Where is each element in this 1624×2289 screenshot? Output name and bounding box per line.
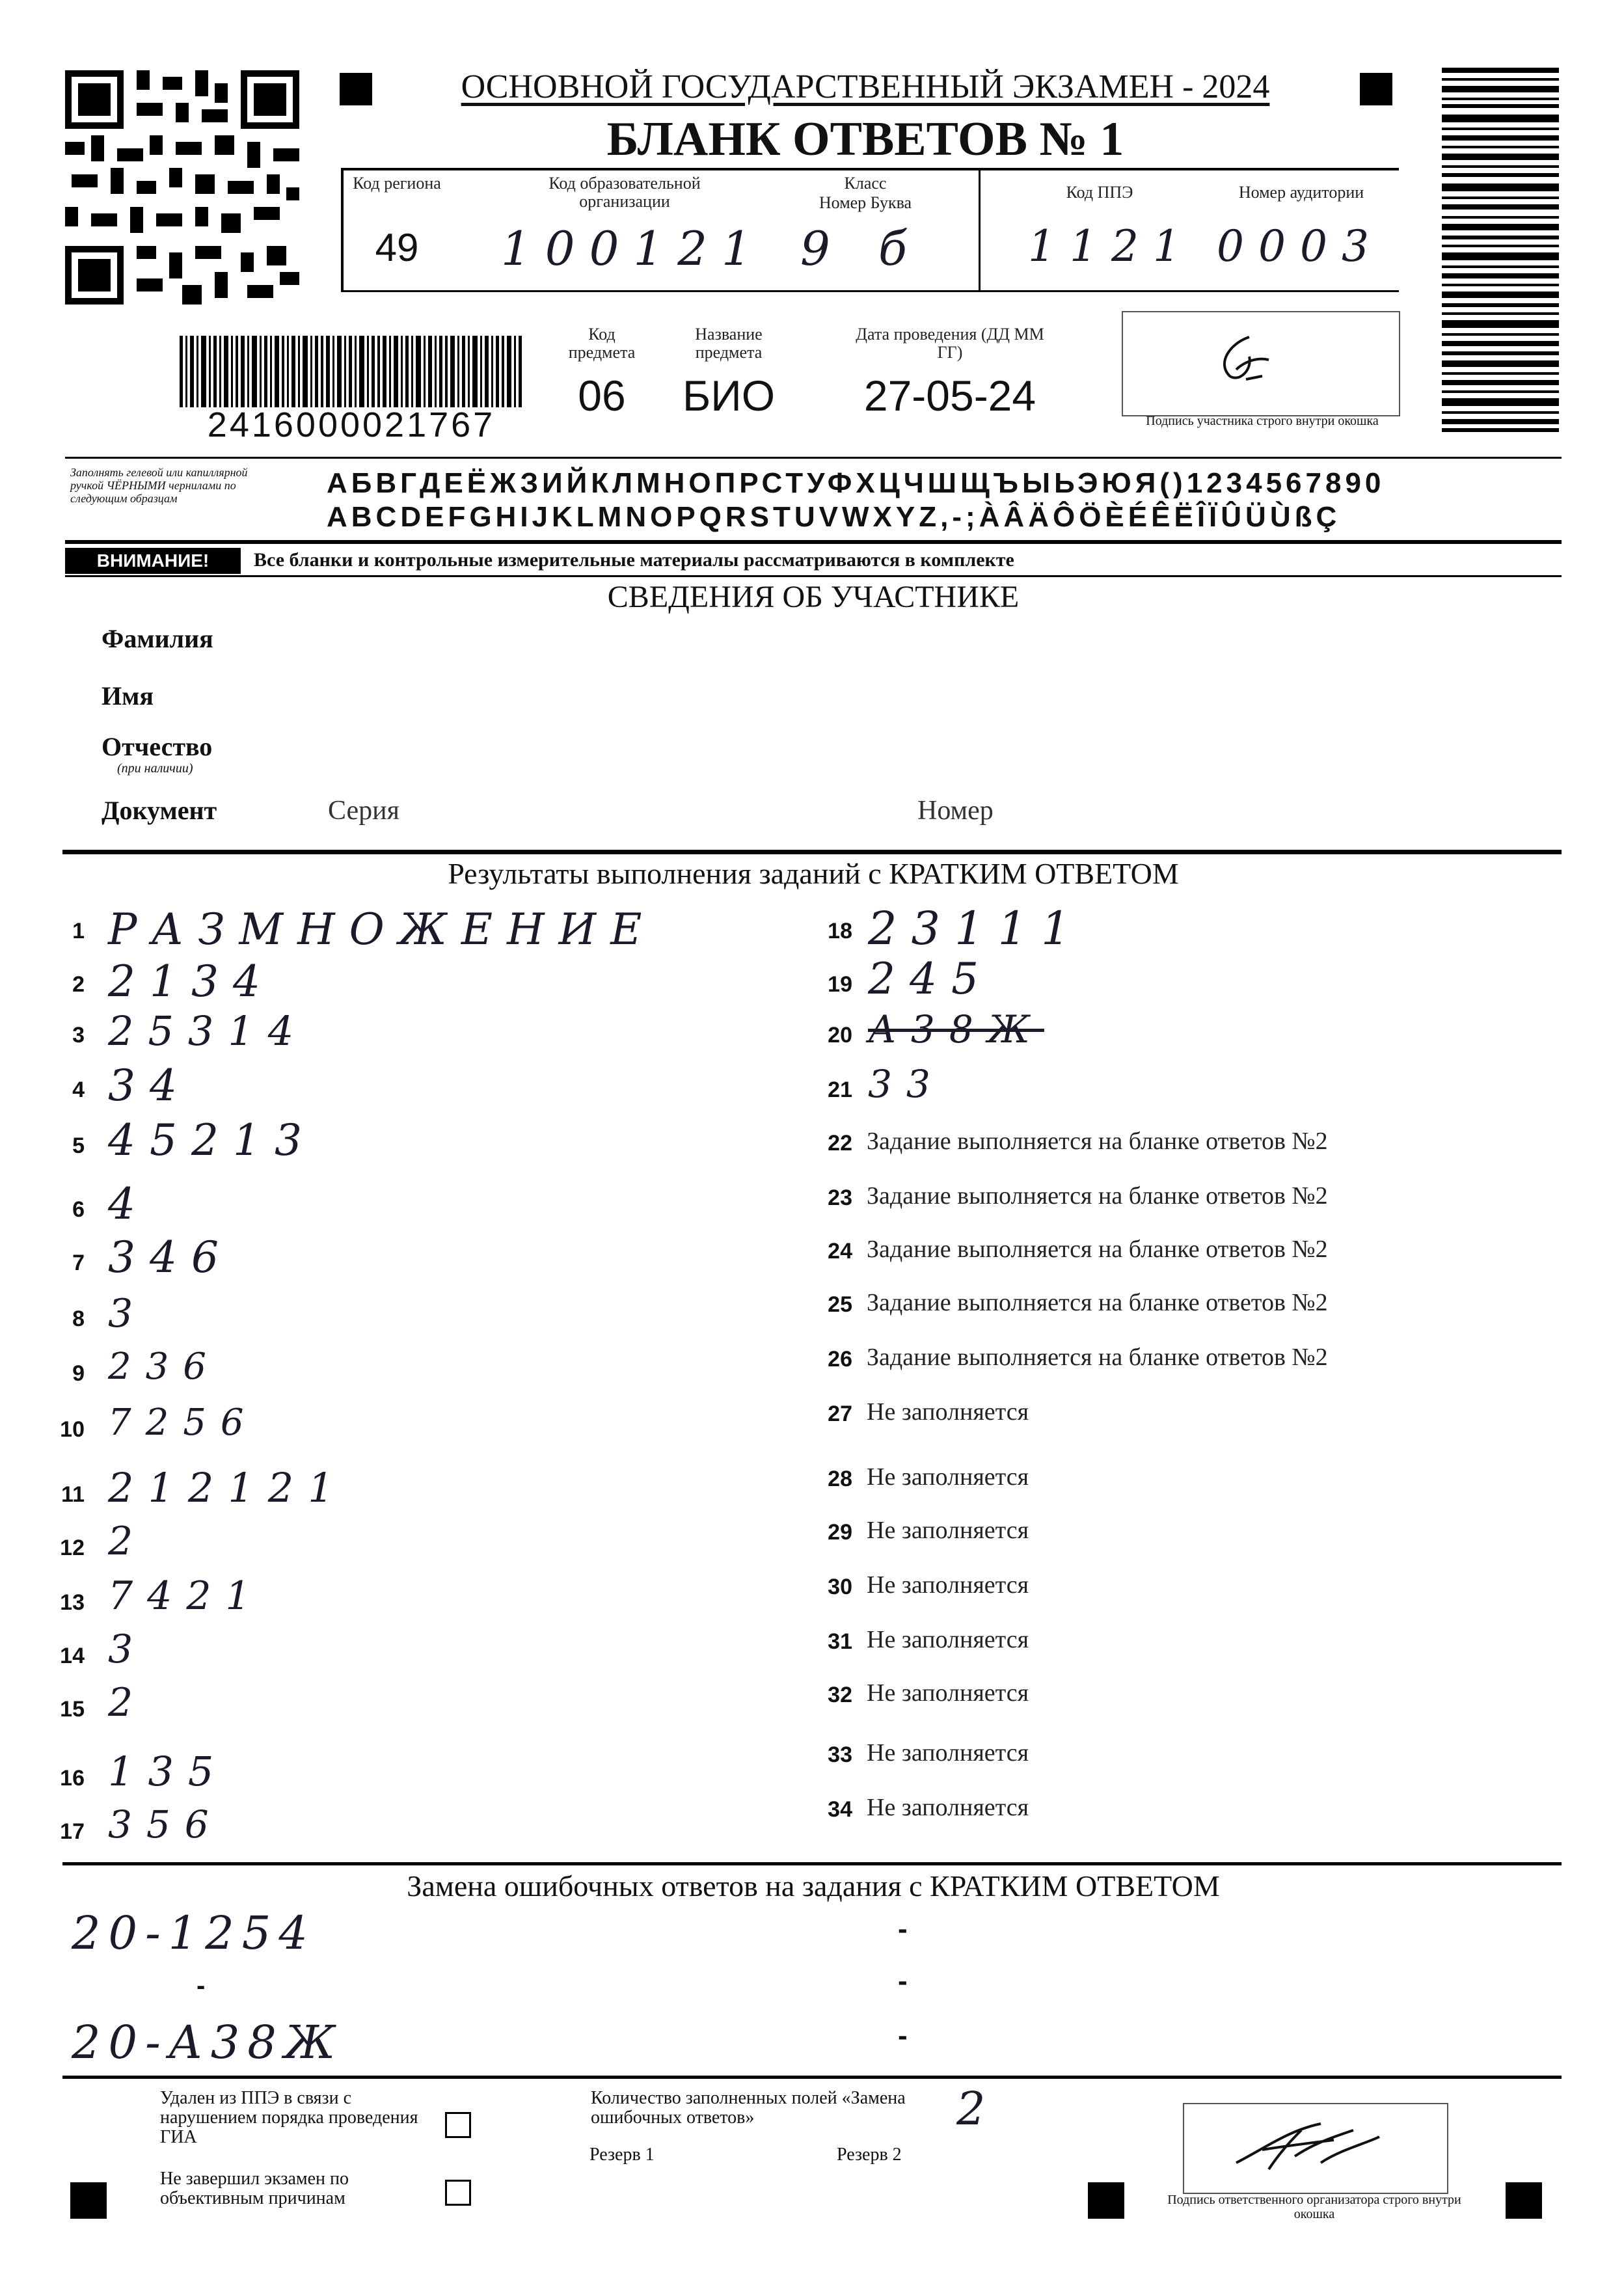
replacement-dash-right-1: - xyxy=(898,1913,908,1945)
task-number: 13 xyxy=(60,1590,85,1615)
task-number: 28 xyxy=(828,1467,852,1491)
task-number: 5 xyxy=(72,1133,85,1158)
not-finished-checkbox[interactable] xyxy=(445,2180,471,2206)
footer-top-rule xyxy=(62,2076,1562,2079)
participant-signature-caption: Подпись участника строго внутри окошка xyxy=(1146,414,1379,428)
answer-note: Не заполняется xyxy=(867,1679,1029,1707)
answer-value[interactable]: 7256 xyxy=(108,1402,258,1444)
subject-name-value: БИО xyxy=(682,372,776,420)
answer-value[interactable]: 212121 xyxy=(108,1464,348,1511)
replacement-dash-left: - xyxy=(196,1971,206,2000)
corner-marker-bottom-center xyxy=(1088,2182,1124,2219)
task-number: 7 xyxy=(72,1251,85,1275)
answer-value[interactable]: 25314 xyxy=(108,1007,308,1055)
class-label: Класс xyxy=(844,174,887,193)
answer-note: Не заполняется xyxy=(867,1794,1029,1821)
answer-value[interactable]: 236 xyxy=(108,1346,221,1388)
answer-value[interactable]: 45213 xyxy=(108,1115,316,1165)
task-number: 29 xyxy=(828,1520,852,1545)
answers-right-column xyxy=(813,0,1562,2289)
answer-note: Не заполняется xyxy=(867,1739,1029,1767)
task-number: 17 xyxy=(60,1819,85,1844)
patronymic-label: Отчество xyxy=(102,732,213,761)
task-number: 26 xyxy=(828,1347,852,1372)
replacements-section-title: Замена ошибочных ответов на задания с КРАТКИМ ОТВЕТОМ xyxy=(407,1869,1220,1903)
answer-note: Задание выполняется на бланке ответов №2 xyxy=(867,1289,1328,1316)
task-number: 12 xyxy=(60,1536,85,1560)
subject-code-label: Код предмета xyxy=(568,325,636,362)
replacement-dash-right-3: - xyxy=(898,2020,908,2052)
removed-checkbox[interactable] xyxy=(445,2112,471,2138)
class-number: 9 xyxy=(800,221,845,276)
region-label: Код региона xyxy=(353,174,441,193)
fill-note: Заполнять гелевой или капиллярной ручкой ЧЁРНЫМИ чернилами по следующим образцам xyxy=(70,466,248,505)
removed-label: Удален из ППЭ в связи с нарушением порядка проведения ГИА xyxy=(160,2088,418,2147)
class-sub-label: Номер Буква xyxy=(819,193,912,212)
task-number: 27 xyxy=(828,1402,852,1426)
task-number: 6 xyxy=(72,1197,85,1222)
surname-label: Фамилия xyxy=(102,624,213,653)
answer-value[interactable]: 346 xyxy=(108,1232,233,1282)
document-label: Документ xyxy=(102,796,217,825)
latin-sample: ABCDEFGHIJKLMNOPQRSTUVWXYZ,-;ÀÂÄÔÖÈÉÊËÎÏÛÜÙßÇ xyxy=(327,501,1341,533)
answer-value[interactable]: А38Ж xyxy=(868,1007,1044,1051)
ppe-label: Код ППЭ xyxy=(1066,183,1133,202)
answer-note: Задание выполняется на бланке ответов №2 xyxy=(867,1236,1328,1263)
answer-note: Не заполняется xyxy=(867,1517,1029,1544)
task-number: 3 xyxy=(72,1023,85,1048)
task-number: 8 xyxy=(72,1307,85,1331)
answer-note: Задание выполняется на бланке ответов №2 xyxy=(867,1128,1328,1155)
series-label: Серия xyxy=(328,796,399,826)
participant-section-title: СВЕДЕНИЯ ОБ УЧАСТНИКЕ xyxy=(607,580,1020,614)
answer-value[interactable]: 2 xyxy=(108,1519,148,1564)
organizer-signature xyxy=(1223,2111,1392,2182)
answer-value[interactable]: 2134 xyxy=(108,956,275,1007)
task-number: 33 xyxy=(828,1742,852,1767)
answer-value[interactable]: 245 xyxy=(868,954,993,1004)
exam-title: ОСНОВНОЙ ГОСУДАРСТВЕННЫЙ ЭКЗАМЕН - 2024 xyxy=(461,68,1270,105)
answers-section-title: Результаты выполнения заданий с КРАТКИМ ОТВЕТОМ xyxy=(448,857,1179,890)
exam-date-label: Дата проведения (ДД ММ ГГ) xyxy=(856,325,1044,362)
reserve-2: Резерв 2 xyxy=(837,2145,902,2165)
replacement-entry-1[interactable]: 20-1254 xyxy=(72,1906,316,1960)
task-number: 18 xyxy=(828,919,852,943)
answer-note: Задание выполняется на бланке ответов №2 xyxy=(867,1182,1328,1210)
auditorium-label: Номер аудитории xyxy=(1238,183,1364,202)
task-number: 2 xyxy=(72,972,85,997)
not-finished-label: Не завершил экзамен по объективным причинам xyxy=(160,2169,349,2208)
replacement-entry-2[interactable]: 20-А38Ж xyxy=(72,2016,344,2069)
replacement-dash-right-2: - xyxy=(898,1965,908,1997)
task-number: 20 xyxy=(828,1023,852,1048)
exam-date-value: 27-05-24 xyxy=(863,372,1036,420)
organizer-signature-caption: Подпись ответственного организатора строго внутри окошка xyxy=(1167,2193,1461,2221)
corner-marker-bottom-left xyxy=(70,2182,107,2219)
replacement-count-label: Количество заполненных полей «Замена ошибочных ответов» xyxy=(591,2088,906,2128)
form-title: БЛАНК ОТВЕТОВ № 1 xyxy=(606,113,1124,166)
task-number: 19 xyxy=(828,972,852,997)
answer-value[interactable]: 2 xyxy=(108,1680,148,1726)
task-number: 21 xyxy=(828,1077,852,1102)
answer-note: Задание выполняется на бланке ответов №2 xyxy=(867,1344,1328,1371)
answer-note: Не заполняется xyxy=(867,1463,1029,1491)
task-number: 22 xyxy=(828,1131,852,1156)
replacement-count-value[interactable]: 2 xyxy=(956,2082,1000,2135)
task-number: 16 xyxy=(60,1766,85,1791)
reserve-1: Резерв 1 xyxy=(589,2145,655,2165)
patronymic-note: (при наличии) xyxy=(117,761,193,776)
attention-text: Все бланки и контрольные измерительные материалы рассматриваются в комплекте xyxy=(254,549,1014,571)
auditorium-value: 0003 xyxy=(1217,221,1383,271)
answer-value[interactable]: 23111 xyxy=(868,902,1085,955)
number-label: Номер xyxy=(917,796,994,826)
task-number: 4 xyxy=(72,1077,85,1102)
task-number: 30 xyxy=(828,1575,852,1599)
answer-value[interactable]: 34 xyxy=(108,1061,191,1111)
task-number: 25 xyxy=(828,1292,852,1317)
answer-note: Не заполняется xyxy=(867,1571,1029,1599)
task-number: 9 xyxy=(72,1361,85,1386)
task-number: 24 xyxy=(828,1239,852,1264)
answer-value[interactable]: 3 xyxy=(108,1291,148,1336)
org-label: Код образовательной организации xyxy=(548,174,701,211)
task-number: 31 xyxy=(828,1629,852,1654)
answer-value[interactable]: 7421 xyxy=(108,1573,265,1619)
answer-value[interactable]: РАЗМНОЖЕНИЕ xyxy=(108,904,656,955)
answer-note: Не заполняется xyxy=(867,1398,1029,1426)
answer-value[interactable]: 4 xyxy=(108,1179,150,1229)
task-number: 10 xyxy=(60,1417,85,1442)
answer-value[interactable]: 3 xyxy=(108,1627,148,1672)
replacements-top-rule xyxy=(62,1862,1562,1865)
answer-value[interactable]: 33 xyxy=(868,1062,945,1106)
task-number: 11 xyxy=(61,1482,85,1507)
attention-badge: ВНИМАНИЕ! xyxy=(65,548,241,574)
answer-note: Не заполняется xyxy=(867,1626,1029,1653)
task-number: 23 xyxy=(828,1185,852,1210)
barcode-number: 2416000021767 xyxy=(207,405,496,444)
answer-value[interactable]: 356 xyxy=(108,1802,223,1847)
corner-marker-bottom-right xyxy=(1506,2182,1542,2219)
task-number: 15 xyxy=(60,1697,85,1722)
region-value: 49 xyxy=(375,226,419,269)
cyrillic-sample: АБВГДЕЁЖЗИЙКЛМНОПРСТУФХЦЧШЩЪЫЬЭЮЯ()1234567890 xyxy=(327,467,1385,499)
org-value: 100121 xyxy=(501,221,766,276)
ppe-value: 1121 xyxy=(1028,221,1195,271)
task-number: 14 xyxy=(60,1644,85,1668)
task-number: 32 xyxy=(828,1683,852,1707)
name-label: Имя xyxy=(102,681,154,711)
subject-code-value: 06 xyxy=(578,372,626,420)
answer-value[interactable]: 135 xyxy=(108,1748,228,1795)
task-number: 34 xyxy=(828,1797,852,1822)
task-number: 1 xyxy=(72,919,85,943)
subject-name-label: Название предмета xyxy=(695,325,763,362)
class-letter: б xyxy=(878,221,921,276)
